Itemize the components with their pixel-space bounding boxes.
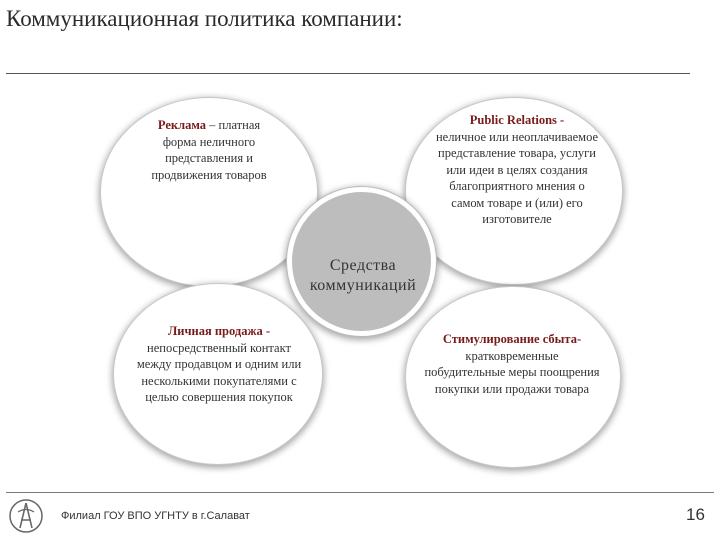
page-number: 16 [686,505,705,524]
footer-text: Филиал ГОУ ВПО УГНТУ в г.Салават [61,510,250,522]
personal-selling-body: непосредственный контакт между продавцом и одним или несколькими покупателями с целью совершения покупок [136,340,302,404]
footer-divider [6,492,714,493]
advertising-heading: Реклама [157,118,207,132]
pr-text [432,112,602,228]
center-label [290,256,436,296]
sales-promotion-body: кратковременные побудительные меры поощрения покупки или продажи товара [424,348,600,396]
institution-logo-icon [8,498,44,534]
personal-selling-heading: Личная продажа - [167,324,271,338]
sales-promotion-text [424,331,600,397]
pr-heading: Public Relations - [469,113,565,127]
sales-promotion-heading: Стимулирование сбыта- [442,332,582,346]
title-divider [6,73,690,74]
center-label-line2: коммуникаций [309,277,417,294]
page-title: Коммуникационная политика компании: [6,6,403,31]
center-label-line1: Средства [329,257,397,274]
advertising-text [140,117,278,183]
personal-selling-text [134,323,304,406]
advertising-body: – платная форма неличного представления и продвижения товаров [151,118,267,182]
pr-body: неличное или неоплачиваемое представление товара, услуги или идеи в целях создания благоприятного мнения о самом товаре и (или) его изготовителе [435,129,599,226]
